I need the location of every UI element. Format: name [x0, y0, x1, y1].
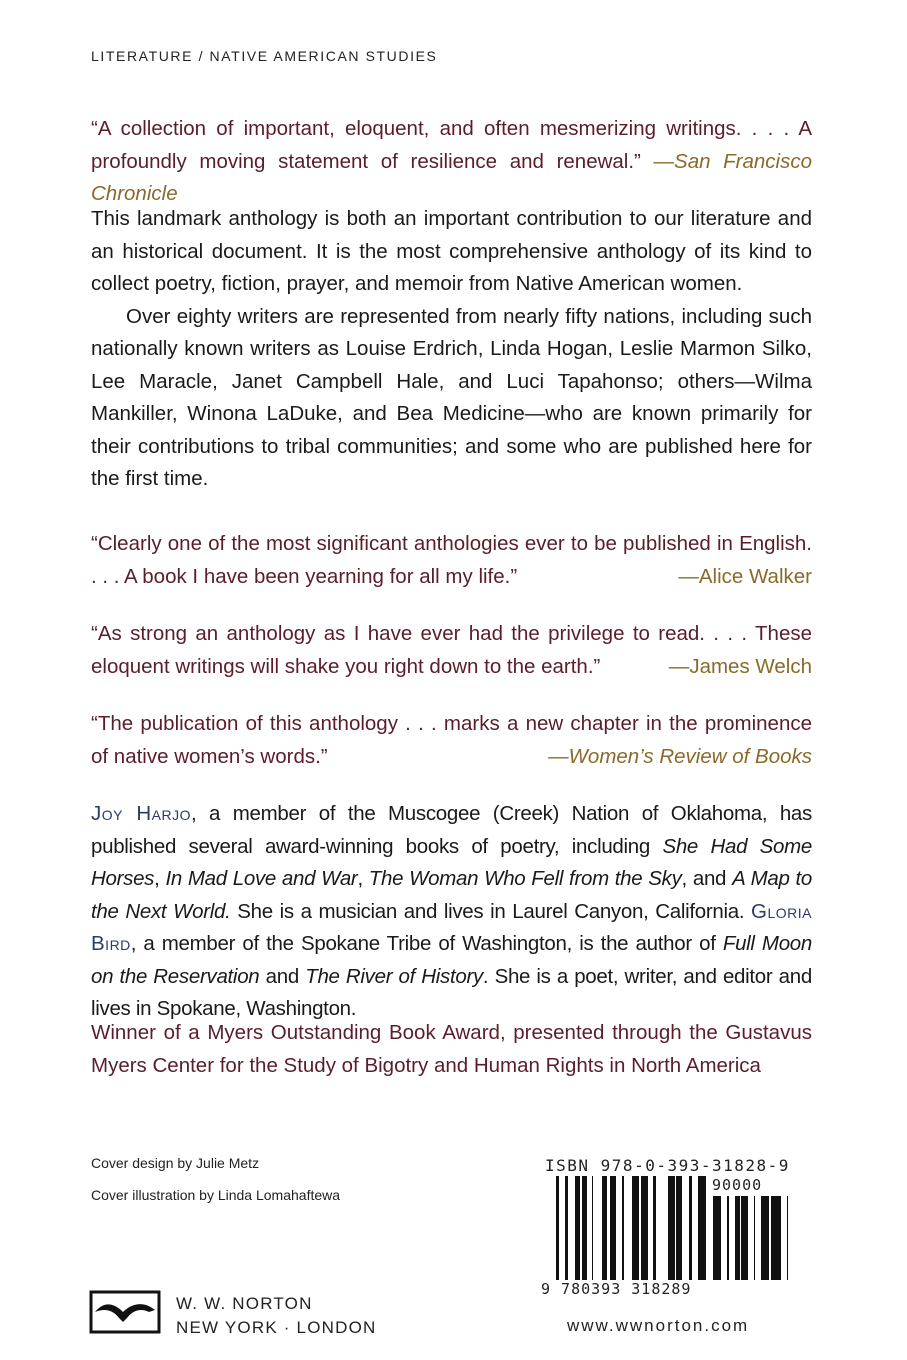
barcode-bar: [774, 1196, 777, 1280]
price-barcode: [712, 1196, 794, 1300]
barcode-bar: [565, 1176, 568, 1280]
barcode-bar: [703, 1176, 706, 1280]
barcode-bar: [556, 1176, 559, 1280]
barcode-bar: [602, 1176, 603, 1280]
bio-text: . She is a poet, writer, and editor and lives in Spokane, Washington.: [91, 964, 812, 1020]
barcode-bar: [653, 1176, 656, 1280]
barcode-bar: [727, 1196, 729, 1280]
description-paragraph-2: Over eighty writers are represented from nearly fifty nations, including such nationally known writers as Louise Erdrich, Linda Hogan, Leslie Marmon Silko, Lee Maracle, Janet Campbell Hale, and Luci Tapahonso; others—Wilma Mankiller, Winona LaDuke, and Bea Medicine—who are known primarily for their contributions to tribal communities; and some who are published here for the first time.: [91, 304, 812, 490]
barcode-bar: [577, 1176, 580, 1280]
barcode-bar: [614, 1176, 616, 1280]
author-name-bird: Gloria Bird: [91, 899, 812, 955]
publisher-cities: NEW YORK · LONDON: [176, 1318, 377, 1337]
barcode-bar: [766, 1196, 769, 1280]
author-name-harjo: Joy Harjo: [91, 802, 192, 825]
barcode-bar: [735, 1196, 736, 1280]
quote-text: “The publication of this anthology . . . marks a new chapter in the prominence of native women’s words.”: [91, 712, 812, 768]
website-url: www.wwnorton.com: [567, 1316, 750, 1335]
quote-source: —James Welch: [668, 654, 812, 678]
barcode-bar: [643, 1176, 644, 1280]
barcode-bar: [701, 1176, 703, 1280]
quote-text: “As strong an anthology as I have ever had the privilege to read. . . . These eloquent writings will shake you right down to the earth.”: [91, 622, 812, 678]
barcode-bar: [576, 1176, 577, 1280]
publisher-name: W. W. NORTON: [176, 1294, 313, 1313]
barcode-bar: [605, 1176, 607, 1280]
bio-text: ,: [154, 867, 166, 890]
book-title: In Mad Love and War: [165, 867, 358, 890]
bio-text: , a member of the Muscogee (Creek) Nation of Oklahoma, has published several award-winning books of poetry, including: [91, 802, 812, 858]
award-note: Winner of a Myers Outstanding Book Award, presented through the Gustavus Myers Center for the Study of Bigotry and Human Rights in North America: [91, 1021, 812, 1077]
barcode-bar: [736, 1196, 739, 1280]
seagull-logo-icon: [89, 1290, 161, 1334]
barcode-bar: [764, 1196, 766, 1280]
barcode-number: 9 780393 318289: [541, 1280, 692, 1298]
bio-text: and: [259, 964, 306, 988]
quote-source: —San Francisco Chronicle: [91, 149, 812, 205]
barcode-bar: [787, 1196, 788, 1280]
cover-design-credit: Cover design by Julie Metz: [91, 1155, 260, 1171]
barcode-bar: [745, 1196, 746, 1280]
barcode-bar: [592, 1176, 593, 1280]
barcode-bar: [672, 1176, 675, 1280]
bio-text: , and: [681, 867, 733, 890]
barcode-bar: [670, 1176, 672, 1280]
barcode-bar: [718, 1196, 721, 1280]
barcode-bar: [636, 1176, 639, 1280]
author-bios: [91, 798, 812, 1026]
barcode-bar: [668, 1176, 670, 1280]
quote-source: —Alice Walker: [678, 564, 812, 588]
bio-text: ,: [357, 867, 369, 890]
barcode-bar: [743, 1196, 745, 1280]
book-title: She Had Some Horses: [91, 834, 812, 890]
bio-text: She is a musician and lives in Laurel Canyon, California.: [230, 899, 752, 923]
barcode: [556, 1176, 708, 1280]
quote-sf-chronicle: [91, 113, 812, 211]
barcode-bar: [586, 1176, 587, 1280]
barcode-bar: [741, 1196, 743, 1280]
barcode-bar: [746, 1196, 748, 1280]
quote-source: —Women’s Review of Books: [548, 744, 812, 768]
barcode-bar: [575, 1176, 576, 1280]
barcode-bar: [777, 1196, 778, 1280]
barcode-bar: [678, 1176, 680, 1280]
barcode-bar: [634, 1176, 636, 1280]
barcode-bar: [641, 1176, 643, 1280]
barcode-bar: [754, 1196, 755, 1280]
barcode-bar: [644, 1176, 645, 1280]
barcode-bar: [603, 1176, 605, 1280]
bio-text: , a member of the Spokane Tribe of Washington, is the author of: [130, 932, 723, 955]
barcode-bar: [583, 1176, 585, 1280]
isbn-label: ISBN 978-0-393-31828-9: [545, 1156, 790, 1175]
barcode-bar: [610, 1176, 612, 1280]
quote-text: “Clearly one of the most significant anthologies ever to be published in English. . . . A book I have been yearning for all my life.”: [91, 532, 812, 588]
barcode-bar: [585, 1176, 586, 1280]
book-title: A Map to the Next World.: [91, 867, 812, 923]
barcode-bar: [612, 1176, 613, 1280]
barcode-bar: [698, 1176, 701, 1280]
description-paragraph-1: This landmark anthology is both an important contribution to our literature and an historical document. It is the most comprehensive anthology of its kind to collect poetry, fiction, prayer, and memoir from Native American women.: [91, 207, 812, 295]
barcode-bar: [622, 1176, 624, 1280]
barcode-bar: [680, 1176, 682, 1280]
barcode-bar: [689, 1176, 692, 1280]
book-title: Full Moon on the Reservation: [91, 932, 812, 988]
category-label: LITERATURE / NATIVE AMERICAN STUDIES: [91, 48, 438, 64]
description: [91, 203, 812, 496]
barcode-bar: [676, 1176, 677, 1280]
barcode-bar: [582, 1176, 583, 1280]
quote-james-welch: [91, 618, 812, 683]
quote-womens-review: [91, 708, 812, 773]
barcode-bar: [677, 1176, 678, 1280]
barcode-bar: [739, 1196, 740, 1280]
quote-alice-walker: [91, 528, 812, 593]
barcode-bar: [645, 1176, 648, 1280]
cover-illustration-credit: Cover illustration by Linda Lomahaftewa: [91, 1187, 341, 1203]
book-title: The Woman Who Fell from the Sky: [368, 867, 682, 890]
barcode-bar: [713, 1196, 714, 1280]
book-title: The River of History: [305, 964, 483, 988]
barcode-bar: [613, 1176, 614, 1280]
barcode-bar: [632, 1176, 634, 1280]
barcode-bar: [771, 1196, 774, 1280]
barcode-bar: [778, 1196, 781, 1280]
barcode-bar: [761, 1196, 764, 1280]
barcode-bar: [717, 1196, 718, 1280]
quote-text: “A collection of important, eloquent, and often mesmerizing writings. . . . A profoundly moving statement of resilience and renewal.”: [91, 117, 812, 173]
price-code: 90000: [712, 1176, 763, 1194]
barcode-bar: [714, 1196, 717, 1280]
